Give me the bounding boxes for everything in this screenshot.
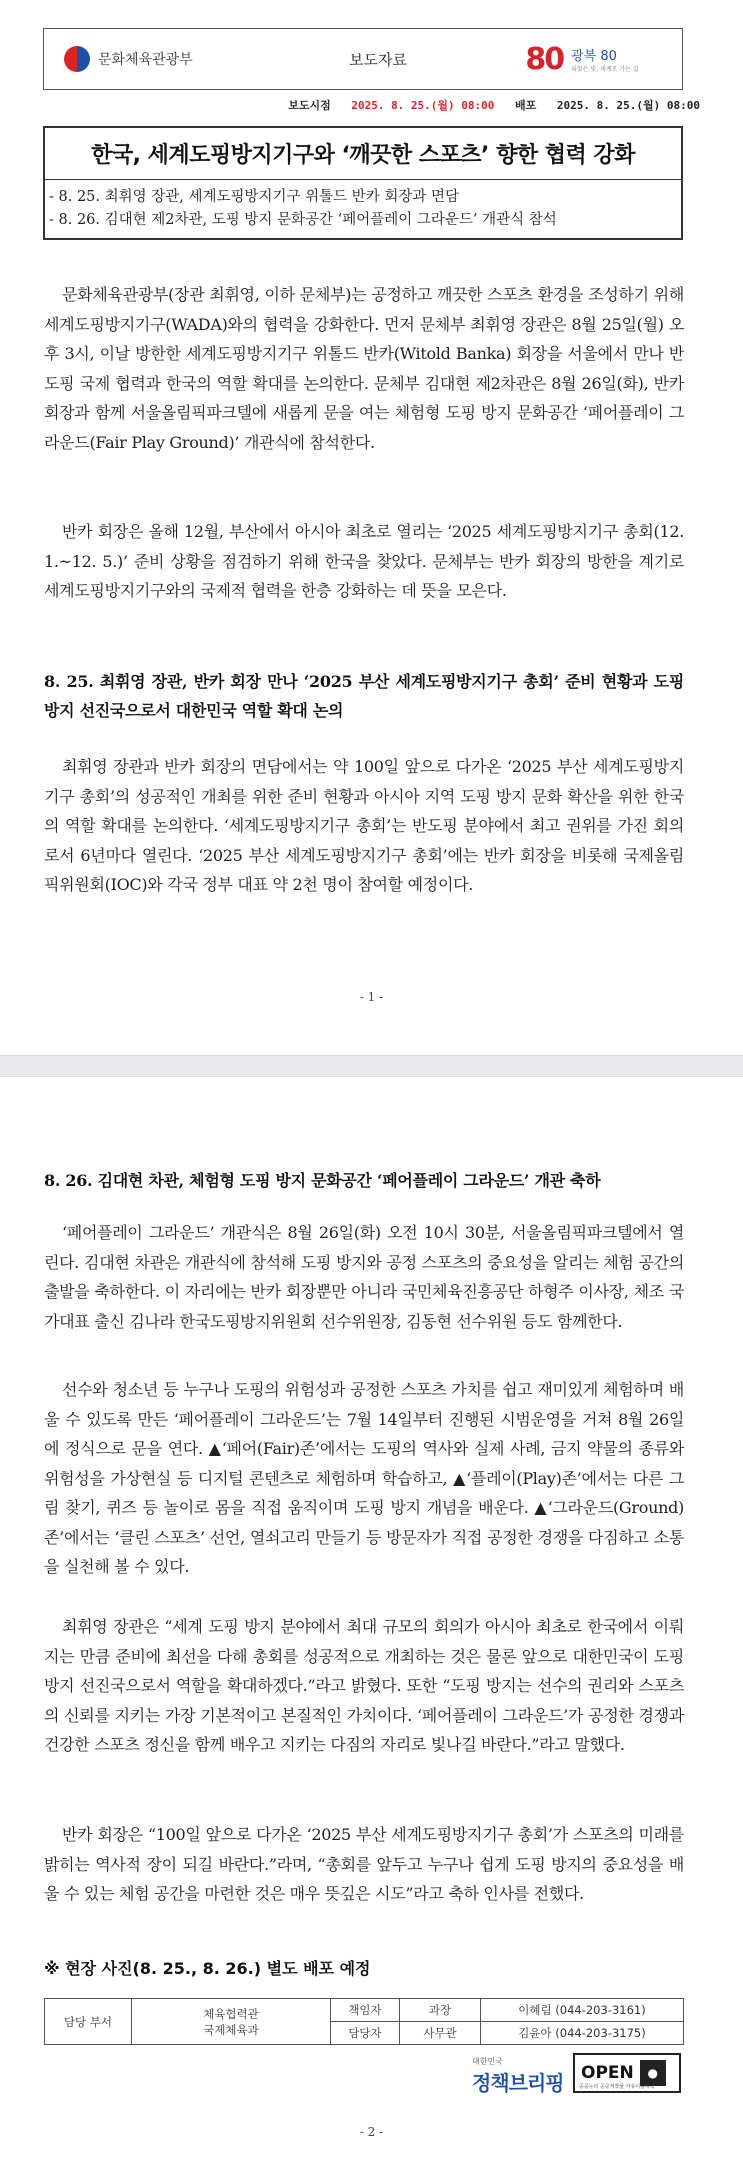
- subtitle-1: - 8. 25. 최휘영 장관, 세계도핑방지기구 위톨드 반카 회장과 면담: [49, 189, 460, 205]
- brief-big-text: 정책브리핑: [472, 2071, 564, 2095]
- open-caption: 공공누리 공공저작물 자유이용허락: [579, 2084, 655, 2090]
- kogl-open-badge: [573, 2053, 681, 2093]
- doc-type: 보도자료: [349, 50, 407, 69]
- open-label: OPEN: [581, 2063, 634, 2083]
- embargo-label: 보도시점: [288, 99, 331, 112]
- position-1: 과장: [400, 1999, 481, 2022]
- section-heading-1: 8. 25. 최휘영 장관, 반카 회장 만나 ‘2025 부산 세계도핑방지기구 총회’ 준비 현황과 도핑 방지 선진국으로서 대한민국 역할 확대 논의: [44, 672, 684, 720]
- paragraph-2: 반카 회장은 올해 12월, 부산에서 아시아 최초로 열리는 ‘2025 세계도핑방지기구 총회(12. 1.~12. 5.)’ 준비 상황을 점검하기 위해 한국을 찾았다. 문체부는 반카 회장의 방한을 계기로 세계도핑방지기구와의 국제적 협력을 한층 강화하는 데 뜻을 모은다.: [44, 522, 684, 600]
- dept-name-2: 국제체육과: [203, 2022, 259, 2037]
- paragraph-7: 반카 회장은 “100일 앞으로 다가온 ‘2025 부산 세계도핑방지기구 총회’가 스포츠의 미래를 밝히는 역사적 장이 되길 바란다.”라며, “총회를 앞두고 누구나 쉽게 도핑 방지의 중요성을 배울 수 있는 체험 공간을 마련한 것은 매우 뜻깊은 시도”라고 축하 인사를 전했다.: [44, 1825, 684, 1903]
- page-number-1: - 1 -: [359, 990, 384, 1004]
- page-1: [0, 0, 743, 1055]
- role-2: 담당자: [331, 2022, 400, 2045]
- embargo-value: 2025. 8. 25.(월) 08:00: [351, 99, 495, 112]
- logo-subtext: 되찾은 빛, 세계로 가는 길: [571, 66, 639, 73]
- page-number-2: - 2 -: [359, 2125, 384, 2139]
- contact-person-1: 이혜림 (044-203-3161): [481, 1999, 684, 2022]
- ministry-logo: [44, 46, 274, 72]
- contact-table: [44, 1998, 684, 2045]
- person-icon: ●: [640, 2060, 666, 2086]
- taeguk-icon: [64, 46, 90, 72]
- dept-label: 담당 부서: [45, 1999, 132, 2045]
- title-box: [43, 126, 683, 240]
- photo-notice: ※ 현장 사진(8. 25., 8. 26.) 별도 배포 예정: [44, 1959, 371, 1978]
- logo-text: 광복 80: [571, 49, 617, 64]
- subtitle-2: - 8. 26. 김대현 제2차관, 도핑 방지 문화공간 ‘페어플레이 그라운드’ 개관식 참석: [49, 212, 557, 228]
- paragraph-4: ‘페어플레이 그라운드’ 개관식은 8월 26일(화) 오전 10시 30분, 서울올림픽파크텔에서 열린다. 김대현 차관은 개관식에 참석해 도핑 방지와 공정 스포츠의 중요성을 알리는 체험 공간의 출발을 축하한다. 이 자리에는 반카 회장뿐만 아니라 국민체육진흥공단 하형주 이사장, 체조 국가대표 출신 김나라 한국도핑방지위원회 선수위원장, 김동현 선수위원 등도 함께한다.: [44, 1223, 684, 1331]
- liberation-80-logo: [482, 42, 682, 77]
- role-1: 책임자: [331, 1999, 400, 2022]
- paragraph-1: 문화체육관광부(장관 최휘영, 이하 문체부)는 공정하고 깨끗한 스포츠 환경을 조성하기 위해 세계도핑방지기구(WADA)와의 협력을 강화한다. 먼저 문체부 최휘영 장관은 8월 25일(월) 오후 3시, 이날 방한한 세계도핑방지기구 위톨드 반카(Witold Banka) 회장을 서울에서 만나 반도핑 국제 협력과 한국의 역할 확대를 논의한다. 문체부 김대현 제2차관은 8월 26일(화), 반카 회장과 함께 서울올림픽파크텔에 새롭게 문을 여는 체험형 도핑 방지 문화공간 ‘페어플레이 그라운드(Fair Play Ground)’ 개관식에 참석한다.: [44, 285, 684, 452]
- paragraph-6: 최휘영 장관은 “세계 도핑 방지 분야에서 최대 규모의 회의가 아시아 최초로 한국에서 이뤄지는 만큼 준비에 최선을 다해 총회를 성공적으로 개최하는 것은 물론 앞으로 대한민국이 도핑 방지 선진국으로서 역할을 확대하겠다.”라고 밝혔다. 또한 “도핑 방지는 선수의 권리와 스포츠의 신뢰를 지키는 가장 기본적이고 본질적인 가치이다. ‘페어플레이 그라운드’가 공정한 경쟁과 건강한 스포츠 정신을 함께 배우고 지키는 다짐의 자리로 빛나길 바란다.”라고 말했다.: [44, 1617, 684, 1754]
- paragraph-5: 선수와 청소년 등 누구나 도핑의 위험성과 공정한 스포츠 가치를 쉽고 재미있게 체험하며 배울 수 있도록 만든 ‘페어플레이 그라운드’는 7월 14일부터 진행된 시범운영을 거쳐 8월 26일에 정식으로 문을 연다. ▲‘페어(Fair)존’에서는 도핑의 역사와 실제 사례, 금지 약물의 종류와 위험성을 가상현실 등 디지털 콘텐츠로 체험하며 학습하고, ▲‘플레이(Play)존’에서는 다른 그림 찾기, 퀴즈 등 놀이로 몸을 직접 움직이며 도핑 방지 개념을 배운다. ▲‘그라운드(Ground)존’에서는 ‘클린 스포츠’ 선언, 열쇠고리 만들기 등 방문자가 직접 공정한 경쟁을 다짐하고 소통을 실천해 볼 수 있다.: [44, 1380, 684, 1576]
- distribution-label: 배포: [515, 99, 537, 112]
- ministry-name: 문화체육관광부: [98, 52, 193, 68]
- page-divider: [0, 1055, 743, 1077]
- contact-person-2: 김윤아 (044-203-3175): [481, 2022, 684, 2045]
- position-2: 사무관: [400, 2022, 481, 2045]
- policy-briefing-logo: [472, 2056, 564, 2096]
- logo-number: 80: [525, 41, 564, 77]
- embargo-line: [0, 97, 700, 113]
- paragraph-3: 최휘영 장관과 반카 회장의 면담에서는 약 100일 앞으로 다가온 ‘2025 부산 세계도핑방지기구 총회’의 성공적인 개최를 위한 준비 현황과 아시아 지역 도핑 방지 문화 확산을 위한 한국의 역할 확대를 논의한다. ‘세계도핑방지기구 총회’는 반도핑 분야에서 최고 권위를 가진 회의로서 6년마다 열린다. ‘2025 부산 세계도핑방지기구 총회’에는 반카 회장을 비롯해 국제올림픽위원회(IOC)와 각국 정부 대표 약 2천 명이 참여할 예정이다.: [44, 757, 684, 894]
- distribution-value: 2025. 8. 25.(월) 08:00: [556, 99, 700, 112]
- section-heading-2: 8. 26. 김대현 차관, 체험형 도핑 방지 문화공간 ‘페어플레이 그라운드’ 개관 축하: [44, 1171, 601, 1190]
- header-box: [43, 28, 683, 90]
- main-title: 한국, 세계도핑방지기구와 ‘깨끗한 스포츠’ 향한 협력 강화: [45, 128, 681, 180]
- brief-small-text: 대한민국: [472, 2057, 503, 2066]
- dept-name-1: 체육협력관: [203, 2006, 259, 2021]
